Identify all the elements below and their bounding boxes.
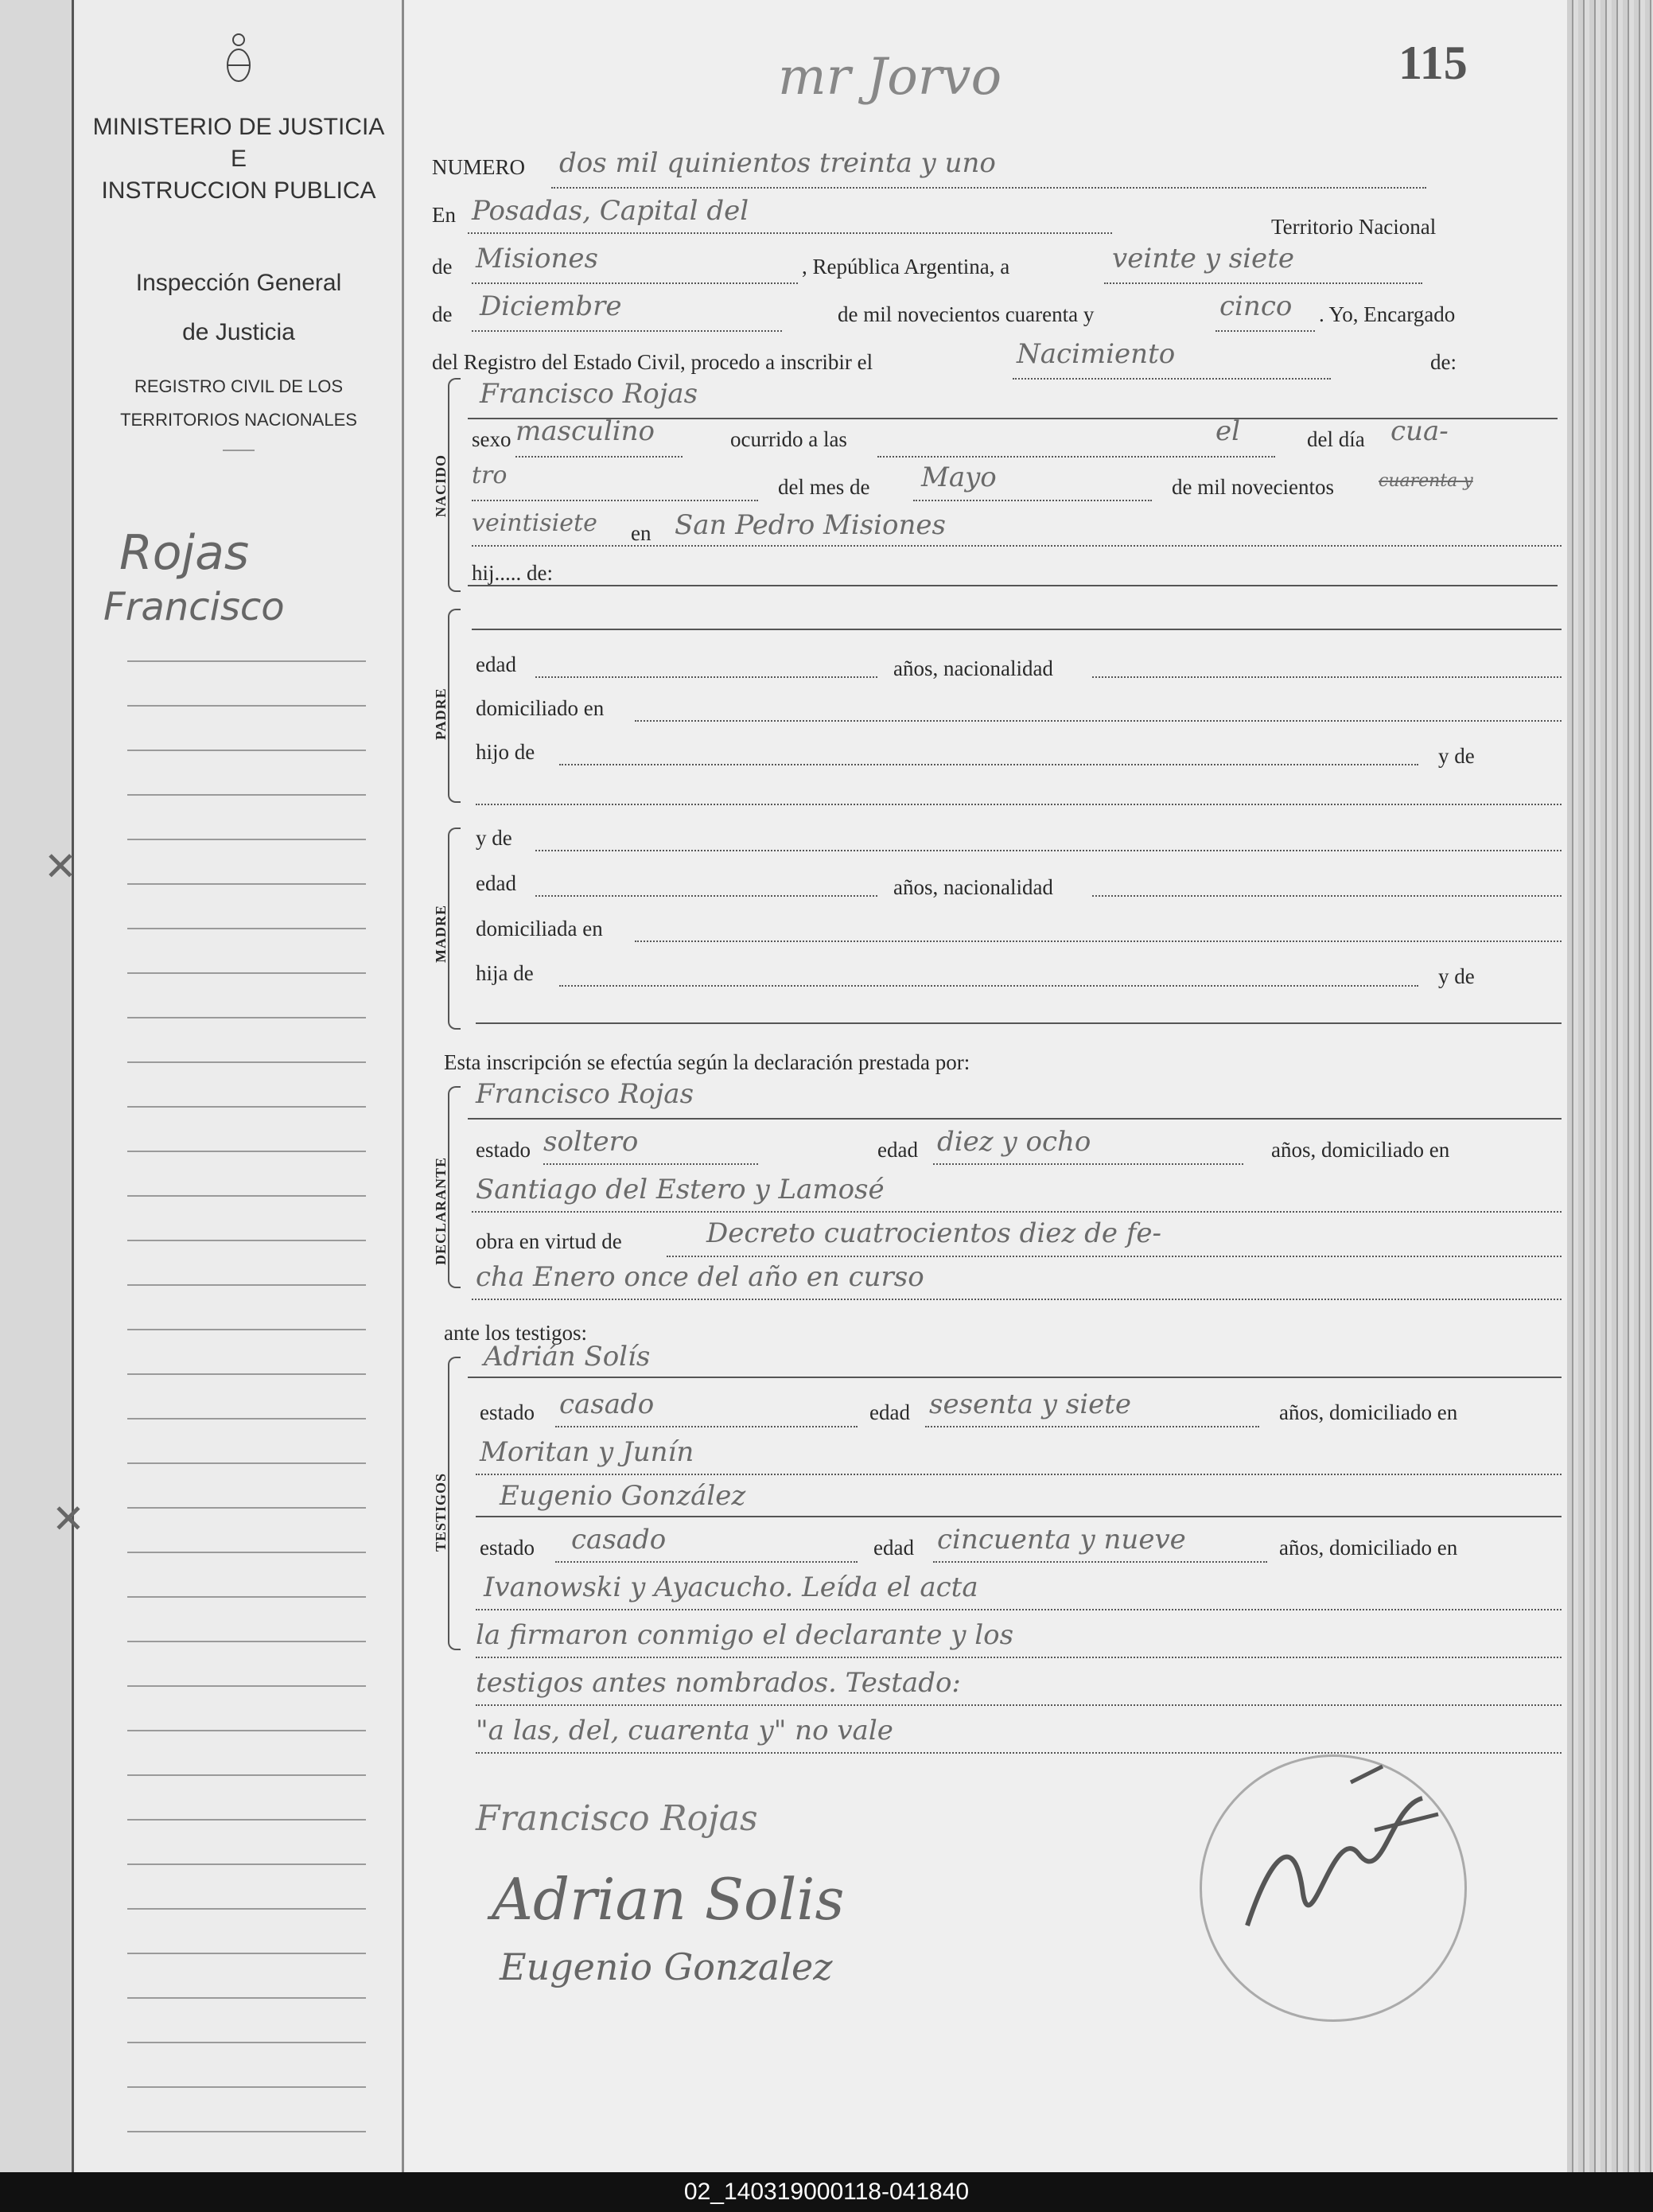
margin-rule-line bbox=[127, 928, 366, 929]
label-edad3: edad bbox=[877, 1138, 918, 1162]
field-line bbox=[468, 1118, 1562, 1120]
field-line bbox=[468, 585, 1558, 586]
label-de2: de bbox=[432, 302, 453, 326]
field-line bbox=[476, 1516, 1562, 1517]
field-line bbox=[1215, 330, 1315, 332]
margin-rule-line bbox=[127, 660, 366, 662]
margin-rule-line bbox=[127, 1151, 366, 1152]
ministry-heading: MINISTERIO DE JUSTICIA E INSTRUCCION PUBLICA bbox=[92, 114, 385, 204]
field-line bbox=[472, 500, 758, 501]
registrar-signature-icon bbox=[1200, 1735, 1454, 1973]
field-line bbox=[555, 1561, 858, 1563]
coat-of-arms-icon bbox=[223, 32, 255, 88]
field-line bbox=[1092, 676, 1562, 678]
margin-surname: Rojas bbox=[119, 525, 250, 581]
field-line bbox=[635, 720, 1562, 722]
field-line bbox=[476, 1657, 1562, 1658]
margin-rule-line bbox=[127, 2042, 366, 2043]
margin-rule-line bbox=[127, 1373, 366, 1375]
testigos-brace bbox=[448, 1357, 461, 1650]
label-numero: NUMERO bbox=[432, 155, 526, 179]
previous-page-edge bbox=[0, 0, 74, 2172]
margin-rule-line bbox=[127, 1908, 366, 1910]
section-declarante: DECLARANTE bbox=[433, 1156, 449, 1265]
margin-rule-line bbox=[127, 1462, 366, 1464]
field-line bbox=[667, 1256, 1562, 1257]
heading-divider bbox=[223, 450, 255, 451]
field-line bbox=[476, 1704, 1562, 1706]
margin-rule-line bbox=[127, 1106, 366, 1108]
label-anos-dom: años, domiciliado en bbox=[1271, 1138, 1450, 1162]
image-id-footer: 02_140319000118-041840 bbox=[0, 2172, 1653, 2212]
label-de: de bbox=[432, 255, 453, 278]
value-dom-t1: Moritan y Junín bbox=[480, 1436, 694, 1468]
label-obra: obra en virtud de bbox=[476, 1229, 622, 1253]
inspection-heading: Inspección General de Justicia bbox=[135, 270, 342, 345]
label-edad: edad bbox=[476, 652, 516, 676]
value-dia: veinte y siete bbox=[1112, 243, 1294, 275]
label-del-mes: del mes de bbox=[778, 475, 870, 499]
value-sexo: masculino bbox=[515, 415, 655, 447]
label-estado: estado bbox=[476, 1138, 531, 1162]
field-line bbox=[476, 1474, 1562, 1475]
value-ano-tachado: cuarenta y bbox=[1379, 471, 1473, 491]
margin-rule-line bbox=[127, 2086, 366, 2088]
field-line bbox=[468, 232, 1112, 234]
value-lugar: Posadas, Capital del bbox=[472, 195, 749, 227]
label-hij-de: hij..... de: bbox=[472, 561, 553, 585]
field-line bbox=[476, 1022, 1562, 1024]
margin-rule-line bbox=[127, 1641, 366, 1642]
margin-rule-line bbox=[127, 750, 366, 751]
padre-brace bbox=[448, 609, 461, 803]
label-hijo-de: hijo de bbox=[476, 740, 535, 764]
label-y-de-madre: y de bbox=[476, 826, 512, 850]
margin-rule-line bbox=[127, 1329, 366, 1330]
header-scribble: mr Jorvo bbox=[778, 48, 1002, 107]
field-line bbox=[472, 282, 798, 284]
value-edad-decl: diez y ocho bbox=[937, 1126, 1091, 1158]
value-dia-1: cua- bbox=[1390, 415, 1449, 447]
value-numero: dos mil quinientos treinta y uno bbox=[559, 147, 996, 179]
field-line bbox=[535, 676, 877, 678]
label-y-de: y de bbox=[1438, 744, 1475, 768]
field-line bbox=[933, 1561, 1267, 1563]
page-number: 115 bbox=[1398, 37, 1468, 89]
stacked-page-edges bbox=[1567, 0, 1653, 2172]
margin-rule-line bbox=[127, 1240, 366, 1241]
field-line bbox=[1013, 378, 1331, 380]
field-line bbox=[472, 545, 1562, 547]
margin-rule-line bbox=[127, 1418, 366, 1419]
field-line bbox=[877, 456, 1275, 458]
margin-rule-line bbox=[127, 1017, 366, 1018]
value-ano: cinco bbox=[1219, 290, 1293, 322]
field-line bbox=[1092, 895, 1562, 897]
label-edad2: edad bbox=[476, 871, 516, 895]
field-line bbox=[535, 895, 877, 897]
margin-given-name: Francisco bbox=[103, 585, 285, 629]
section-nacido: NACIDO bbox=[433, 454, 449, 517]
signature-testigo-1: Adrian Solis bbox=[492, 1866, 845, 1933]
closing-note-3: "a las, del, cuarenta y" no vale bbox=[476, 1715, 893, 1747]
field-line bbox=[933, 1163, 1243, 1165]
closing-note-1: la firmaron conmigo el declarante y los bbox=[476, 1619, 1014, 1651]
field-line bbox=[635, 940, 1562, 942]
label-de-mil-nov: de mil novecientos bbox=[1172, 475, 1334, 499]
label-del-dia: del día bbox=[1307, 427, 1365, 451]
field-line bbox=[535, 850, 1562, 851]
label-ocurrido: ocurrido a las bbox=[730, 427, 847, 451]
field-line bbox=[543, 1163, 758, 1165]
field-line bbox=[559, 764, 1418, 765]
value-nombre-nacido: Francisco Rojas bbox=[480, 378, 698, 410]
field-line bbox=[1104, 282, 1422, 284]
value-lugar-nac: San Pedro Misiones bbox=[675, 509, 946, 541]
label-yo-encargado: . Yo, Encargado bbox=[1319, 302, 1456, 326]
field-line bbox=[551, 187, 1426, 189]
label-domiciliado-en: domiciliado en bbox=[476, 696, 605, 720]
field-line bbox=[559, 985, 1418, 987]
label-del-registro: del Registro del Estado Civil, procedo a inscribir el bbox=[432, 350, 873, 374]
birth-record-form bbox=[404, 0, 1567, 2172]
value-dom-decl: Santiago del Estero y Lamosé bbox=[476, 1174, 885, 1205]
value-mes-nac: Mayo bbox=[921, 461, 997, 493]
label-sexo: sexo bbox=[472, 427, 511, 451]
margin-rule-line bbox=[127, 839, 366, 840]
value-estado-decl: soltero bbox=[543, 1126, 639, 1158]
label-domiciliada-en: domiciliada en bbox=[476, 917, 603, 940]
field-line bbox=[555, 1426, 858, 1427]
field-line bbox=[472, 1299, 1562, 1300]
section-padre: PADRE bbox=[433, 687, 449, 740]
label-anos-nac: años, nacionalidad bbox=[893, 656, 1053, 680]
label-mil-novecientos: de mil novecientos cuarenta y bbox=[838, 302, 1095, 326]
field-line bbox=[468, 1377, 1562, 1378]
margin-rule-line bbox=[127, 1774, 366, 1776]
label-anos-dom-t1: años, domiciliado en bbox=[1279, 1400, 1458, 1424]
margin-rule-line bbox=[127, 972, 366, 974]
field-line bbox=[925, 1426, 1259, 1427]
x-mark: ✕ bbox=[44, 844, 77, 889]
value-acto: Nacimiento bbox=[1017, 338, 1176, 370]
value-dia-2: tro bbox=[472, 461, 508, 489]
margin-rule-line bbox=[127, 1552, 366, 1553]
field-line bbox=[472, 1211, 1562, 1213]
margin-rule-line bbox=[127, 1284, 366, 1286]
nacido-brace bbox=[448, 378, 461, 592]
x-mark: ✕ bbox=[52, 1497, 85, 1541]
signature-testigo-2: Eugenio Gonzalez bbox=[500, 1945, 833, 1988]
value-edad-t1: sesenta y siete bbox=[929, 1388, 1132, 1420]
label-estado-t1: estado bbox=[480, 1400, 535, 1424]
margin-rule-line bbox=[127, 1507, 366, 1509]
margin-rule-line bbox=[127, 705, 366, 707]
label-edad-t1: edad bbox=[869, 1400, 910, 1424]
margin-rule-line bbox=[127, 1596, 366, 1598]
value-testigo-1: Adrián Solís bbox=[484, 1341, 651, 1373]
value-mes: Diciembre bbox=[480, 290, 622, 322]
value-obra-1: Decreto cuatrocientos diez de fe- bbox=[706, 1217, 1162, 1249]
label-hija-de: hija de bbox=[476, 961, 534, 985]
signature-declarante: Francisco Rojas bbox=[476, 1798, 758, 1839]
margin-rule-line bbox=[127, 1195, 366, 1197]
field-line bbox=[476, 804, 1562, 805]
value-dom-t2: Ivanowski y Ayacucho. Leída el acta bbox=[484, 1571, 978, 1603]
margin-rule-line bbox=[127, 1730, 366, 1731]
value-estado-t2: casado bbox=[571, 1524, 667, 1556]
value-testigo-2: Eugenio González bbox=[500, 1480, 746, 1512]
label-y-de2: y de bbox=[1438, 964, 1475, 988]
label-en: En bbox=[432, 203, 456, 227]
label-anos-nac2: años, nacionalidad bbox=[893, 875, 1053, 899]
value-obra-2: cha Enero once del año en curso bbox=[476, 1261, 924, 1293]
label-anos-dom-t2: años, domiciliado en bbox=[1279, 1536, 1458, 1560]
left-margin-column bbox=[44, 0, 404, 2172]
field-line bbox=[476, 1609, 1562, 1610]
section-testigos: TESTIGOS bbox=[433, 1472, 449, 1552]
label-territorio: Territorio Nacional bbox=[1271, 215, 1437, 239]
margin-rule-line bbox=[127, 794, 366, 796]
label-republica: , República Argentina, a bbox=[802, 255, 1010, 278]
field-line bbox=[472, 330, 782, 332]
field-line bbox=[472, 629, 1562, 630]
margin-rule-line bbox=[127, 1819, 366, 1821]
label-en2: en bbox=[631, 521, 651, 545]
margin-rule-line bbox=[127, 1953, 366, 1954]
madre-brace bbox=[448, 828, 461, 1030]
value-edad-t2: cincuenta y nueve bbox=[937, 1524, 1186, 1556]
margin-rule-line bbox=[127, 1685, 366, 1687]
margin-rule-line bbox=[127, 1997, 366, 1999]
label-edad-t2: edad bbox=[873, 1536, 914, 1560]
value-declarante: Francisco Rojas bbox=[476, 1078, 694, 1110]
field-line bbox=[913, 500, 1152, 501]
section-madre: MADRE bbox=[433, 905, 449, 963]
margin-rule-line bbox=[127, 883, 366, 885]
closing-note-2: testigos antes nombrados. Testado: bbox=[476, 1667, 961, 1699]
value-hora: el bbox=[1215, 415, 1240, 447]
value-ano-nac: veintisiete bbox=[472, 509, 597, 537]
label-declaracion: Esta inscripción se efectúa según la declaración prestada por: bbox=[444, 1050, 970, 1074]
margin-rule-line bbox=[127, 2131, 366, 2132]
label-de-colon: de: bbox=[1430, 350, 1457, 374]
label-estado-t2: estado bbox=[480, 1536, 535, 1560]
registry-heading: REGISTRO CIVIL DE LOS TERRITORIOS NACIONALES bbox=[120, 376, 357, 430]
value-estado-t1: casado bbox=[559, 1388, 655, 1420]
margin-rule-line bbox=[127, 1863, 366, 1865]
value-territorio: Misiones bbox=[476, 243, 598, 275]
declarante-brace bbox=[448, 1086, 461, 1288]
margin-rule-line bbox=[127, 1061, 366, 1063]
label-ante-testigos: ante los testigos: bbox=[444, 1321, 587, 1345]
field-line bbox=[515, 456, 683, 458]
